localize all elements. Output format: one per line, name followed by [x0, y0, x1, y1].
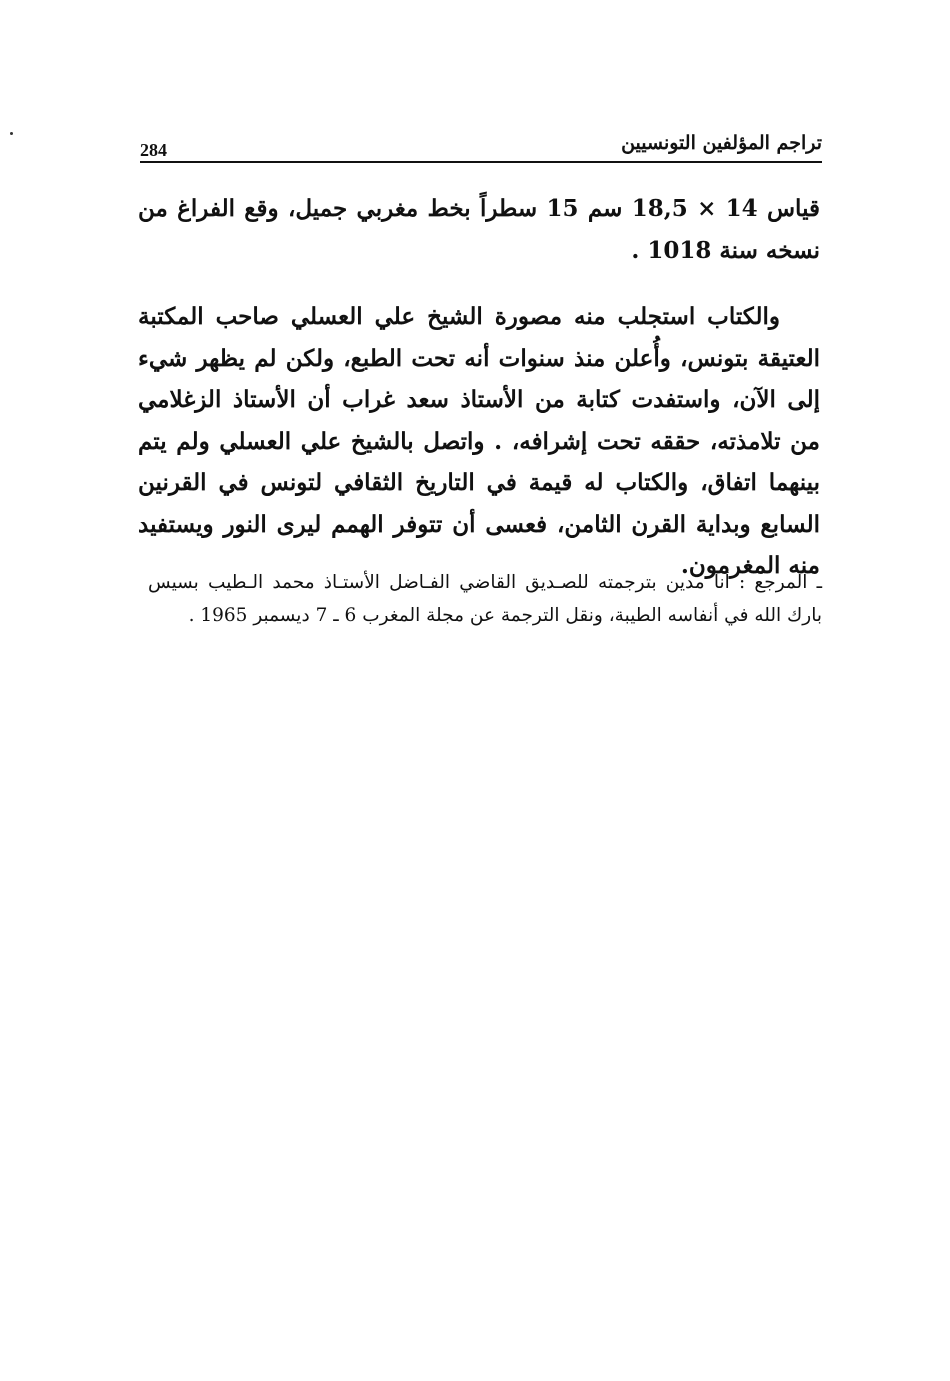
footnote-text: ـ المرجع : أنا مدين بترجمته للصـديق القاضي الفـاضل الأستـاذ محمد الـطيب بسيس بارك الله في أنفاسه الطيبة، ونقل الترجمة عن مجلة المغرب 6 ـ 7 ديسمبر 1965 . — [148, 572, 822, 626]
header-rule — [140, 161, 822, 163]
body-text — [138, 188, 820, 587]
paragraph-2: والكتاب استجلب منه مصورة الشيخ علي العسلي صاحب المكتبة العتيقة بتونس، وأُعلن منذ سنوات أنه تحت الطبع، ولكن لم يظهر شيء إلى الآن، واستفدت كتابة من الأستاذ سعد غراب أن الأستاذ الزغلامي من تلامذته، حققه تحت إشرافه، . واتصل بالشيخ علي العسلي ولم يتم بينهما اتفاق، والكتاب له قيمة في التاريخ الثقافي لتونس في القرنين السابع وبداية القرن الثامن، فعسى أن تتوفر الهمم ليرى النور ويستفيد منه المغرمون. — [138, 303, 820, 579]
page-header — [140, 128, 822, 164]
running-title: تراجم المؤلفين التونسيين — [621, 132, 822, 154]
scan-speck — [10, 132, 13, 135]
paragraph-1: قياس 14 × 18,5 سم 15 سطراً بخط مغربي جميل، وقع الفراغ من نسخه سنة 1018 . — [138, 195, 821, 264]
footnote — [148, 566, 822, 632]
page-number: 284 — [140, 140, 167, 160]
